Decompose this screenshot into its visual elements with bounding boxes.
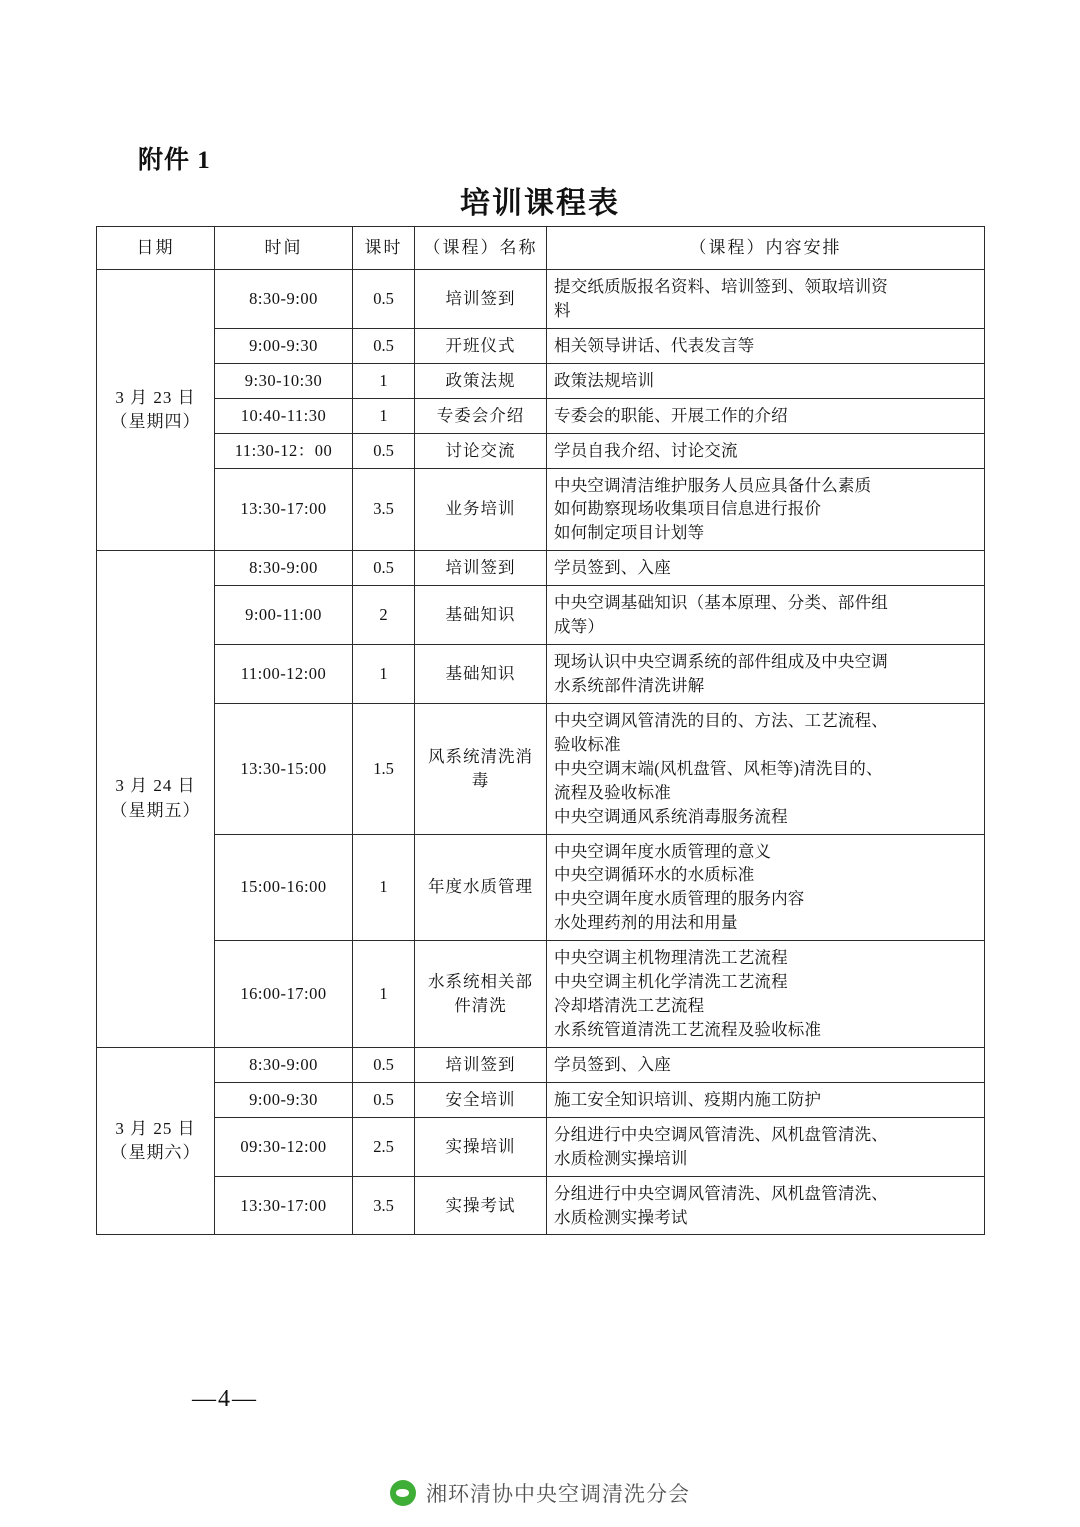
schedule-date-line: 3 月 25 日 [115,1118,196,1138]
table-header-row [97,227,985,270]
schedule-content-line: 现场认识中央空调系统的部件组成及中央空调 [554,652,888,672]
table-row [97,328,985,363]
schedule-course-name-cell: 基础知识 [415,586,547,645]
column-header-time: 时间 [215,227,353,270]
schedule-course-content-cell [547,468,985,551]
schedule-hours-cell: 0.5 [353,1047,415,1082]
schedule-content-line: 水处理药剂的用法和用量 [554,913,738,933]
schedule-course-content-cell [547,703,985,834]
schedule-time-cell: 09:30-12:00 [215,1117,353,1176]
schedule-time-cell: 13:30-17:00 [215,468,353,551]
schedule-course-content-cell [547,586,985,645]
schedule-hours-cell: 2.5 [353,1117,415,1176]
schedule-content-line: 学员签到、入座 [554,558,671,578]
schedule-time-cell: 8:30-9:00 [215,551,353,586]
schedule-course-name-cell: 水系统相关部件清洗 [415,941,547,1048]
schedule-time-cell: 11:00-12:00 [215,645,353,704]
schedule-content-line: 水质检测实操培训 [554,1148,688,1168]
schedule-weekday-line: （星期四） [110,412,201,432]
schedule-time-cell: 10:40-11:30 [215,398,353,433]
schedule-weekday-line: （星期五） [110,801,201,821]
schedule-course-name-cell: 基础知识 [415,645,547,704]
schedule-content-line: 中央空调年度水质管理的意义 [554,841,772,861]
schedule-hours-cell: 3.5 [353,1176,415,1235]
footer-brand [0,1478,1080,1508]
table-row [97,1082,985,1117]
schedule-time-cell: 9:30-10:30 [215,363,353,398]
schedule-date-cell [97,1047,215,1235]
schedule-content-line: 学员签到、入座 [554,1054,671,1074]
schedule-course-content-cell [547,363,985,398]
table-row [97,270,985,329]
schedule-course-content-cell [547,834,985,941]
schedule-hours-cell: 1 [353,363,415,398]
schedule-course-name-cell: 讨论交流 [415,433,547,468]
schedule-time-cell: 9:00-9:30 [215,328,353,363]
schedule-table-wrapper [96,226,984,1235]
schedule-course-name-cell: 专委会介绍 [415,398,547,433]
schedule-course-content-cell [547,1176,985,1235]
schedule-hours-cell: 0.5 [353,551,415,586]
schedule-hours-cell: 3.5 [353,468,415,551]
schedule-content-line: 冷却塔清洗工艺流程 [554,996,705,1016]
table-row [97,1176,985,1235]
attachment-label: 附件 1 [138,147,211,174]
schedule-date-cell [97,551,215,1048]
schedule-hours-cell: 0.5 [353,433,415,468]
schedule-course-content-cell [547,328,985,363]
page-title: 培训课程表 [460,187,620,220]
schedule-date-line: 3 月 24 日 [115,776,196,796]
schedule-course-content-cell [547,433,985,468]
column-header-hours: 课时 [353,227,415,270]
schedule-course-content-cell [547,941,985,1048]
page-number: —4— [192,1386,258,1412]
schedule-content-line: 中央空调风管清洗的目的、方法、工艺流程、 [554,710,888,730]
schedule-content-line: 提交纸质版报名资料、培训签到、领取培训资 [554,277,888,296]
schedule-course-content-cell [547,270,985,329]
schedule-time-cell: 15:00-16:00 [215,834,353,941]
schedule-time-cell: 9:00-11:00 [215,586,353,645]
schedule-content-line: 中央空调主机物理清洗工艺流程 [554,948,788,968]
schedule-hours-cell: 0.5 [353,1082,415,1117]
schedule-course-name-cell: 安全培训 [415,1082,547,1117]
table-row [97,941,985,1048]
schedule-content-line: 中央空调基础知识（基本原理、分类、部件组 [554,593,888,613]
schedule-time-cell: 8:30-9:00 [215,270,353,329]
schedule-content-line: 流程及验收标准 [554,782,671,802]
schedule-course-content-cell [547,1047,985,1082]
schedule-content-line: 中央空调年度水质管理的服务内容 [554,889,805,909]
schedule-content-line: 中央空调通风系统消毒服务流程 [554,806,788,826]
schedule-hours-cell: 0.5 [353,270,415,329]
schedule-content-line: 学员自我介绍、讨论交流 [554,440,738,460]
schedule-course-name-cell: 培训签到 [415,1047,547,1082]
table-row [97,834,985,941]
table-row [97,433,985,468]
table-row [97,645,985,704]
schedule-content-line: 成等） [554,617,605,637]
schedule-hours-cell: 1 [353,834,415,941]
table-body [97,270,985,1235]
table-row [97,1117,985,1176]
schedule-course-content-cell [547,1117,985,1176]
schedule-content-line: 如何制定项目计划等 [554,523,705,543]
schedule-course-name-cell: 开班仪式 [415,328,547,363]
schedule-hours-cell: 1 [353,645,415,704]
schedule-time-cell: 13:30-15:00 [215,703,353,834]
schedule-date-line: 3 月 23 日 [115,387,196,407]
table-row [97,586,985,645]
schedule-time-cell: 9:00-9:30 [215,1082,353,1117]
schedule-content-line: 专委会的职能、开展工作的介绍 [554,405,788,425]
schedule-course-name-cell: 实操培训 [415,1117,547,1176]
schedule-hours-cell: 1.5 [353,703,415,834]
schedule-hours-cell: 0.5 [353,328,415,363]
schedule-content-line: 中央空调末端(风机盘管、风柜等)清洗目的、 [554,758,883,778]
table-row [97,468,985,551]
column-header-course-name: （课程）名称 [415,227,547,270]
schedule-hours-cell: 1 [353,398,415,433]
schedule-content-line: 相关领导讲话、代表发言等 [554,335,755,355]
schedule-time-cell: 8:30-9:00 [215,1047,353,1082]
column-header-course-content: （课程）内容安排 [547,227,985,270]
schedule-date-cell [97,270,215,551]
table-row [97,363,985,398]
table-row [97,398,985,433]
schedule-course-content-cell [547,398,985,433]
training-schedule-table [96,226,985,1235]
schedule-course-name-cell: 风系统清洗消毒 [415,703,547,834]
schedule-course-name-cell: 培训签到 [415,270,547,329]
schedule-weekday-line: （星期六） [110,1143,201,1163]
schedule-content-line: 中央空调主机化学清洗工艺流程 [554,972,788,992]
column-header-date: 日期 [97,227,215,270]
schedule-time-cell: 16:00-17:00 [215,941,353,1048]
schedule-time-cell: 11:30-12：00 [215,433,353,468]
schedule-content-line: 水系统部件清洗讲解 [554,675,705,695]
schedule-content-line: 施工安全知识培训、疫期内施工防护 [554,1089,822,1109]
schedule-content-line: 中央空调清洁维护服务人员应具备什么素质 [554,475,872,495]
schedule-time-cell: 13:30-17:00 [215,1176,353,1235]
table-row [97,1047,985,1082]
schedule-content-line: 水质检测实操考试 [554,1207,688,1227]
schedule-content-line: 分组进行中央空调风管清洗、风机盘管清洗、 [554,1183,888,1203]
schedule-course-name-cell: 培训签到 [415,551,547,586]
schedule-course-content-cell [547,551,985,586]
schedule-content-line: 政策法规培训 [554,370,655,390]
schedule-course-content-cell [547,645,985,704]
schedule-course-name-cell: 年度水质管理 [415,834,547,941]
schedule-content-line: 分组进行中央空调风管清洗、风机盘管清洗、 [554,1124,888,1144]
schedule-content-line: 如何勘察现场收集项目信息进行报价 [554,499,822,519]
schedule-course-content-cell [547,1082,985,1117]
schedule-course-name-cell: 政策法规 [415,363,547,398]
schedule-course-name-cell: 实操考试 [415,1176,547,1235]
schedule-course-name-cell: 业务培训 [415,468,547,551]
schedule-hours-cell: 1 [353,941,415,1048]
wechat-icon [390,1480,416,1506]
schedule-content-line: 料 [554,300,571,320]
table-row [97,551,985,586]
schedule-hours-cell: 2 [353,586,415,645]
schedule-content-line: 水系统管道清洗工艺流程及验收标准 [554,1019,822,1039]
table-row [97,703,985,834]
schedule-content-line: 中央空调循环水的水质标准 [554,865,755,885]
schedule-content-line: 验收标准 [554,734,621,754]
footer-brand-label: 湘环清协中央空调清洗分会 [426,1483,690,1506]
